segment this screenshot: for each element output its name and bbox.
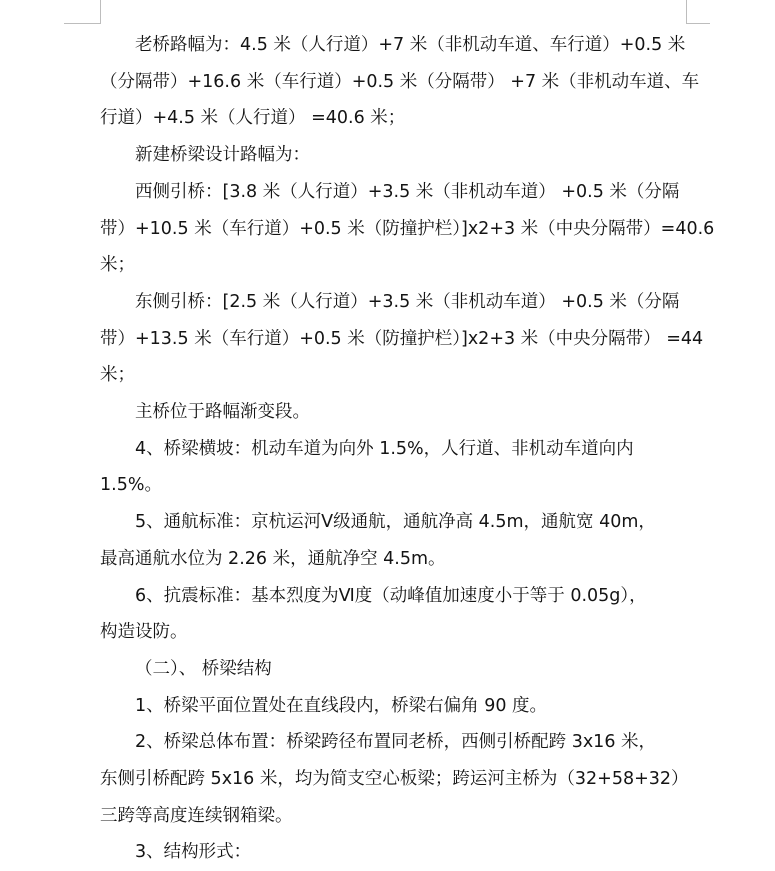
text-line: 主桥位于路幅渐变段。 [135, 402, 310, 423]
text-line: 构造设防。 [100, 622, 188, 643]
text-line: 老桥路幅为：4.5 米（人行道）+7 米（非机动车道、车行道）+0.5 米 [135, 35, 686, 55]
paragraph-west-approach-cont [100, 211, 715, 284]
text-line: 1、桥梁平面位置处在直线段内，桥梁右偏角 90 度。 [135, 695, 548, 716]
paragraph-east-approach [100, 284, 688, 321]
paragraph-structural-form [100, 834, 688, 871]
text-line: 西侧引桥：[3.8 米（人行道）+3.5 米（非机动车道） +0.5 米（分隔 [135, 181, 680, 202]
text-line: 1.5%。 [100, 475, 162, 496]
paragraph-old-bridge-width [100, 27, 688, 64]
text-line: 3、结构形式： [135, 842, 252, 863]
text-line: （二）、 桥梁结构 [135, 658, 272, 679]
text-line: 5、通航标准：京杭运河Ⅴ级通航，通航净高 4.5m，通航宽 40m， [135, 512, 656, 533]
crop-mark-right-vertical [686, 0, 687, 24]
text-line: 新建桥梁设计路幅为： [135, 145, 310, 166]
document-body [100, 27, 715, 871]
section-heading-bridge-structure [100, 651, 688, 688]
text-line: 行道）+4.5 米（人行道） =40.6 米； [100, 108, 406, 129]
paragraph-seismic-standard-cont [100, 614, 688, 651]
text-line: （分隔带）+16.6 米（车行道）+0.5 米（分隔带） +7 米（非机动车道、车 [100, 71, 700, 92]
paragraph-navigation-standard-cont [100, 541, 688, 578]
crop-mark-left-horizontal [64, 23, 100, 24]
text-line: 6、抗震标准：基本烈度为Ⅵ度（动峰值加速度小于等于 0.05g）， [135, 585, 647, 606]
paragraph-plan-position [100, 688, 688, 725]
paragraph-overall-layout [100, 724, 688, 761]
paragraph-east-approach-cont [100, 321, 704, 394]
text-line: 2、桥梁总体布置：桥梁跨径布置同老桥，西侧引桥配跨 3x16 米， [135, 732, 657, 753]
paragraph-navigation-standard [100, 504, 688, 541]
text-line: 三跨等高度连续钢箱梁。 [100, 805, 293, 826]
paragraph-old-bridge-width-cont [100, 64, 700, 137]
text-line: 东侧引桥配跨 5x16 米，均为简支空心板梁；跨运河主桥为（32+58+32） [100, 769, 689, 790]
text-line: 米； [100, 365, 135, 386]
paragraph-seismic-standard [100, 578, 688, 615]
crop-mark-left-vertical [100, 0, 101, 24]
text-line: 米； [100, 255, 135, 276]
paragraph-overall-layout-cont [100, 761, 688, 834]
paragraph-cross-slope-cont [100, 467, 688, 504]
text-line: 东侧引桥：[2.5 米（人行道）+3.5 米（非机动车道） +0.5 米（分隔 [135, 291, 680, 312]
paragraph-main-bridge [100, 394, 688, 431]
paragraph-new-bridge-width [100, 137, 688, 174]
paragraph-cross-slope [100, 431, 688, 468]
text-line: 4、桥梁横坡：机动车道为向外 1.5%，人行道、非机动车道向内 [135, 438, 634, 459]
text-line: 带）+10.5 米（车行道）+0.5 米（防撞护栏）]x2+3 米（中央分隔带）=40.6 [100, 218, 715, 239]
text-line: 最高通航水位为 2.26 米，通航净空 4.5m。 [100, 548, 446, 569]
paragraph-west-approach [100, 174, 688, 211]
text-line: 带）+13.5 米（车行道）+0.5 米（防撞护栏）]x2+3 米（中央分隔带） =44 [100, 328, 704, 349]
crop-mark-right-horizontal [686, 23, 710, 24]
